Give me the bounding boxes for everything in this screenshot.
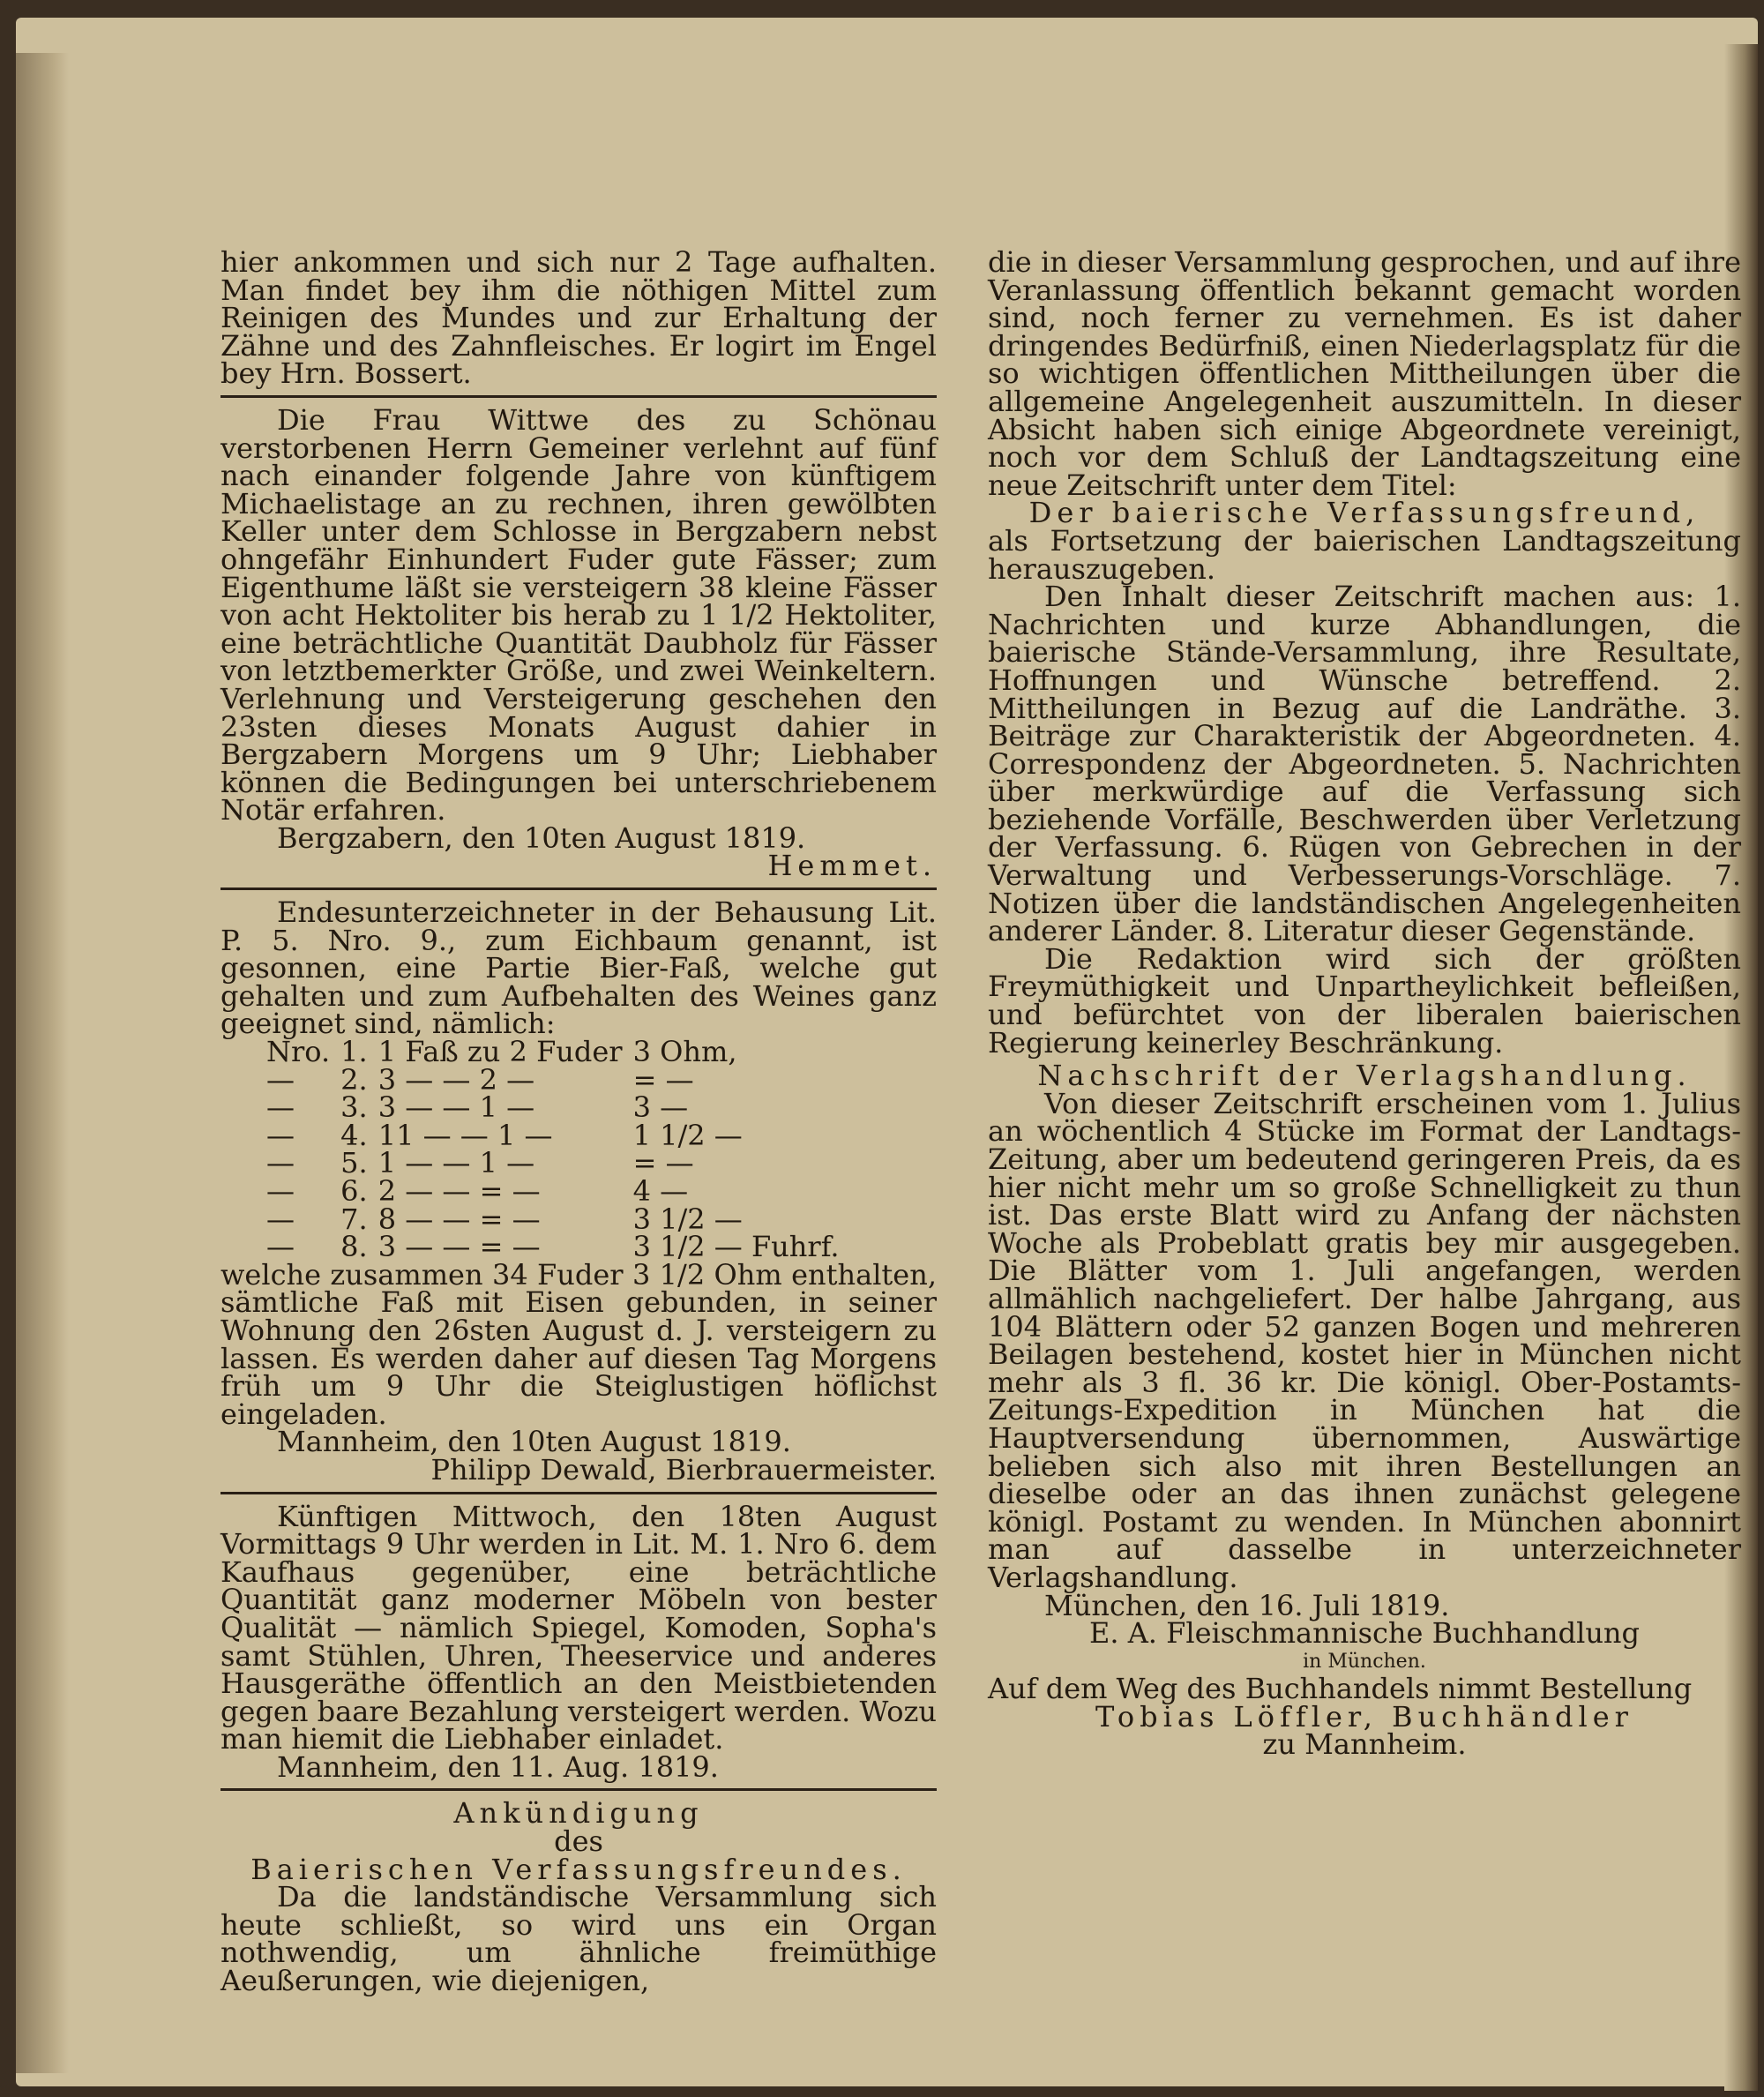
ad-fass-text: Endesunterzeichneter in der Behausung Lit. P. 5. Nro. 9., zum Eichbaum genannt, ist gesonnen, eine Partie Bier-Faß, welche gut gehalten und zum Aufbehalten des Weines ganz geeignet sind, nämlich: [220,895,937,1041]
ad-keller-text: Die Frau Wittwe des zu Schönau verstorbenen Herrn Gemeiner verlehnt auf fünf nach einander folgende Jahre von künftigem Michaelistage an zu rechnen, ihren gewölbten Keller unter dem Schlosse in Bergzabern nebst ohngefähr Einhundert Fuder gute Fässer; zum Eigenthume läßt sie versteigern 38 kleine Fässer von acht Hektoliter bis herab zu 1 1/2 Hektoliter, eine beträchtliche Quantität Daubholz für Fässer von letztbemerkter Größe, und zwei Weinkeltern. Verlehnung und Versteigerung geschehen den 23sten dieses Monats August dahier in Bergzabern Morgens um 9 Uhr; Liebhaber können die Bedingungen bei unterschriebenem Notär erfahren. [220,402,937,828]
announcement-purpose: als Fortsetzung der baierischen Landtagszeitung herauszugeben. [988,523,1741,586]
ad-moebel-text: Künftigen Mittwoch, den 18ten August Vormittags 9 Uhr werden in Lit. M. 1. Nro 6. dem Kaufhaus gegenüber, eine beträchtliche Quantität ganz moderner Möbeln von bester Qualität — nämlich Spiegel, Komoden, Sopha's samt Stühlen, Uhren, Theeservice und anderes Hausgeräthe öffentlich an den Meistbietenden gegen baare Bezahlung versteigert werden. Wozu man hiemit die Liebhaber einladet. [220,1499,937,1756]
nachschrift-text: Von dieser Zeitschrift erscheinen vom 1. Julius an wöchentlich 4 Stücke im Format der Landtags-Zeitung, aber um bedeutend geringeren Preis, da es hier nicht mehr um so große Schnelligkeit zu thun ist. Das erste Blatt wird zu Anfang der nächsten Woche als Probeblatt gratis bey mir ausgegeben. Die Blätter vom 1. Juli angefangen, werden allmählich nachgeliefert. Der halbe Jahrgang, aus 104 Blättern oder 52 ganzen Bogen und mehreren Beilagen bestehend, kostet hier in München nicht mehr als 3 fl. 36 kr. Die königl. Ober-Postamts-Zeitungs-Expedition in München hat die Hauptversendung übernommen, Auswärtige belieben sich also mit ihren Bestellungen an dieselbe oder an das ihnen zunächst gelegene königl. Postamt zu wenden. In München abonnirt man auf dasselbe in unterzeichneter Verlagshandlung. [988,1086,1741,1594]
bookseller-location: zu Mannheim. [1262,1727,1467,1762]
publisher-signature: E. A. Fleischmannische Buchhandlung [1088,1616,1641,1651]
nachschrift-place: München, den 16. Juli 1819. [1044,1588,1450,1622]
page-stack-edge [16,53,69,2073]
ad-keller-place: Bergzabern, den 10ten August 1819. [277,820,806,855]
table-row: — 8. 3 — — = — 3 1/2 — Fuhrf. [266,1230,840,1264]
table-row: — 7. 8 — — = — 3 1/2 — [266,1202,743,1236]
divider [220,1492,937,1494]
ankuendigung-des: des [554,1824,603,1859]
publisher-location: in München. [1303,1650,1426,1673]
ad-moebel-place: Mannheim, den 11. Aug. 1819. [277,1749,719,1784]
left-column [220,245,937,1998]
fass-table [266,1035,850,1264]
divider [220,395,937,398]
ad-fass-place: Mannheim, den 10ten August 1819. [277,1425,791,1459]
nachschrift-title: Nachschrift der Verlagshandlung. [1037,1059,1692,1093]
ankuendigung-title: Ankündigung [453,1796,704,1831]
announcement-continued: die in dieser Versammlung gesprochen, und auf ihre Veranlassung öffentlich bekannt gemacht worden sind, noch ferner zu vernehmen. Es ist daher dringendes Bedürfniß, einen Niederlagsplatz für die so wichtigen öffentlichen Mittheilungen über die allgemeine Angelegenheit auszumitteln. In dieser Absicht haben sich einige Abgeordnete vereinigt, noch vor dem Schluß der Landtagszeitung eine neue Zeitschrift unter dem Titel: [988,245,1741,502]
ad-fass-text-2: welche zusammen 34 Fuder 3 1/2 Ohm enthalten, sämtliche Faß mit Eisen gebunden, in seiner Wohnung den 26sten August d. J. versteigern zu lassen. Es werden daher auf diesen Tag Morgens früh um 9 Uhr die Steiglustigen höflichst eingeladen. [220,1257,937,1431]
intro-paragraph: hier ankommen und sich nur 2 Tage aufhalten. Man findet bey ihm die nöthigen Mittel zum Reinigen des Mundes und zur Erhaltung der Zähne und des Zahnfleisches. Er logirt im Engel bey Hrn. Bossert. [220,245,937,391]
ad-fass-signature: Philipp Dewald, Bierbrauermeister. [430,1452,937,1487]
table-row: — 6. 2 — — = — 4 — [266,1174,689,1208]
divider [220,887,937,890]
contents-list: Den Inhalt dieser Zeitschrift machen aus: 1. Nachrichten und kurze Abhandlungen, die baierische Stände-Versammlung, ihre Resultate, Hoffnungen und Wünsche betreffend. 2. Mittheilungen in Bezug auf die Landräthe. 3. Beiträge zur Charakteristik der Abgeordneten. 4. Correspondenz der Abgeordneten. 5. Nachrichten über merkwürdige auf die Verfassung sich beziehende Vorfälle, Beschwerden über Verletzung der Verfassung. 6. Rügen von Gebrechen in der Verwaltung und Verbesserungs-Vorschläge. 7. Notizen über die landständischen Angelegenheiten anderer Länder. 8. Literatur dieser Gegenstände. [988,580,1741,948]
table-row: Nro. 1. 1 Faß zu 2 Fuder 3 Ohm, [266,1035,737,1069]
divider [220,1788,937,1791]
editorial-statement: Die Redaktion wird sich der größten Freymüthigkeit und Unpartheylichkeit befleißen, und befürchtet von der liberalen baierischen Regierung keinerley Beschränkung. [988,941,1741,1060]
table-row: — 2. 3 — — 2 — = — [266,1062,694,1097]
table-row: — 4. 11 — — 1 — 1 1/2 — [266,1118,743,1152]
ankuendigung-name: Baierischen Verfassungsfreundes. [250,1852,907,1886]
table-row: — 3. 3 — — 1 — 3 — [266,1090,689,1125]
ankuendigung-text: Da die landständische Versammlung sich heute schließt, so wird uns ein Organ nothwendig, um ähnliche freimüthige Aeußerungen, wie diejenigen, [220,1880,937,1998]
order-note: Auf dem Weg des Buchhandels nimmt Bestellung [988,1672,1693,1706]
newspaper-page [16,18,1758,2086]
ad-keller-signature: Hemmet. [767,849,937,883]
bookseller-name: Tobias Löffler, Buchhändler [1095,1699,1633,1734]
table-row: — 5. 1 — — 1 — = — [266,1146,694,1180]
right-column [988,245,1741,1762]
journal-title-line: Der baierische Verfassungsfreund, [1028,496,1700,530]
